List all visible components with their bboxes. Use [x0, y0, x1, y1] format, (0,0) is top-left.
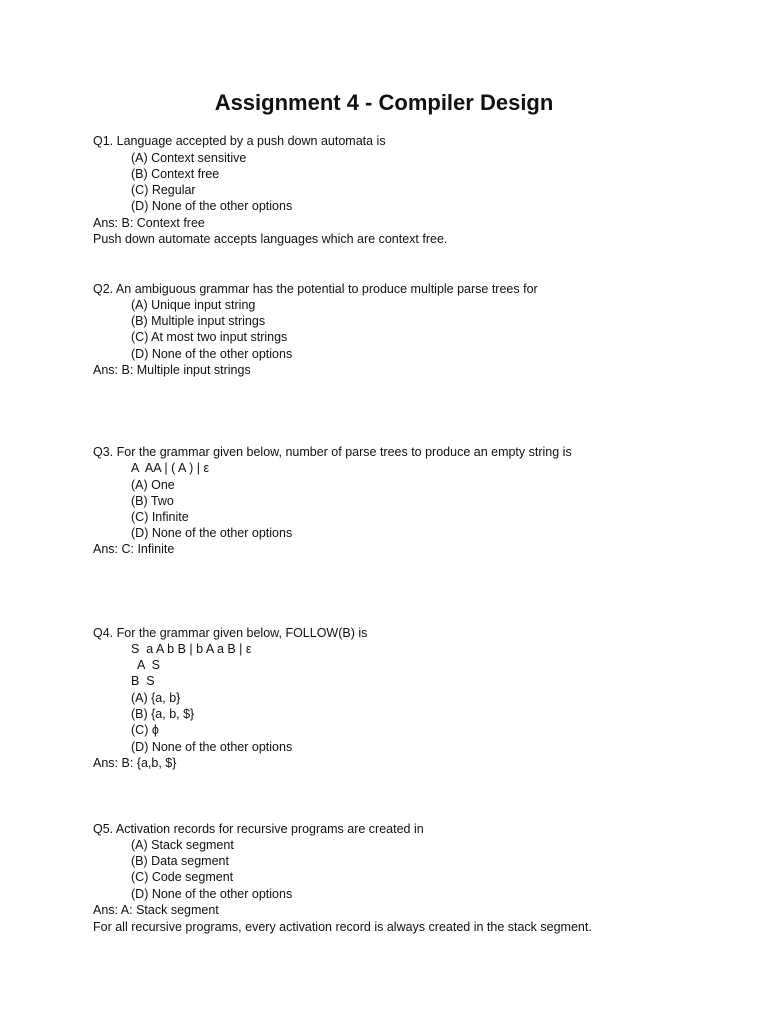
q4-grammar-line-a: A S	[137, 658, 160, 672]
q3-grammar-line: A AA | ( A ) | ε	[131, 461, 210, 475]
q2-option-d: (D) None of the other options	[131, 347, 293, 361]
q1-option-d: (D) None of the other options	[131, 199, 293, 213]
document-title: Assignment 4 - Compiler Design	[214, 90, 554, 115]
q3-answer: Ans: C: Infinite	[93, 542, 175, 556]
q4-option-c: (C) ϕ	[131, 723, 159, 737]
q4-option-d: (D) None of the other options	[131, 740, 293, 754]
q5-explanation: For all recursive programs, every activation record is always created in the stack segment.	[93, 920, 592, 934]
q2-option-b: (B) Multiple input strings	[131, 314, 266, 328]
q4-option-b: (B) {a, b, $}	[131, 707, 195, 721]
q2-answer: Ans: B: Multiple input strings	[93, 363, 251, 377]
q3-option-c: (C) Infinite	[131, 510, 189, 524]
q2-option-c: (C) At most two input strings	[131, 330, 288, 344]
q1-question: Q1. Language accepted by a push down automata is	[93, 134, 386, 148]
q5-option-d: (D) None of the other options	[131, 887, 293, 901]
q1-explanation: Push down automate accepts languages which are context free.	[93, 232, 448, 246]
q2-question: Q2. An ambiguous grammar has the potential to produce multiple parse trees for	[93, 282, 538, 296]
q2-option-a: (A) Unique input string	[131, 298, 256, 312]
q5-option-c: (C) Code segment	[131, 870, 234, 884]
q3-option-b: (B) Two	[131, 494, 174, 508]
q1-option-a: (A) Context sensitive	[131, 151, 247, 165]
q5-option-a: (A) Stack segment	[131, 838, 234, 852]
q4-grammar-line-s: S a A b B | b A a B | ε	[131, 642, 252, 656]
q5-answer: Ans: A: Stack segment	[93, 903, 219, 917]
q3-option-a: (A) One	[131, 478, 175, 492]
q3-option-d: (D) None of the other options	[131, 526, 293, 540]
q4-question: Q4. For the grammar given below, FOLLOW(B) is	[93, 626, 368, 640]
q5-question: Q5. Activation records for recursive programs are created in	[93, 822, 424, 836]
q1-option-b: (B) Context free	[131, 167, 220, 181]
q4-option-a: (A) {a, b}	[131, 691, 181, 705]
q5-option-b: (B) Data segment	[131, 854, 229, 868]
q1-option-c: (C) Regular	[131, 183, 196, 197]
q3-question: Q3. For the grammar given below, number of parse trees to produce an empty string is	[93, 445, 572, 459]
q1-answer: Ans: B: Context free	[93, 216, 205, 230]
q4-grammar-line-b: B S	[131, 674, 155, 688]
q4-answer: Ans: B: {a,b, $}	[93, 756, 177, 770]
